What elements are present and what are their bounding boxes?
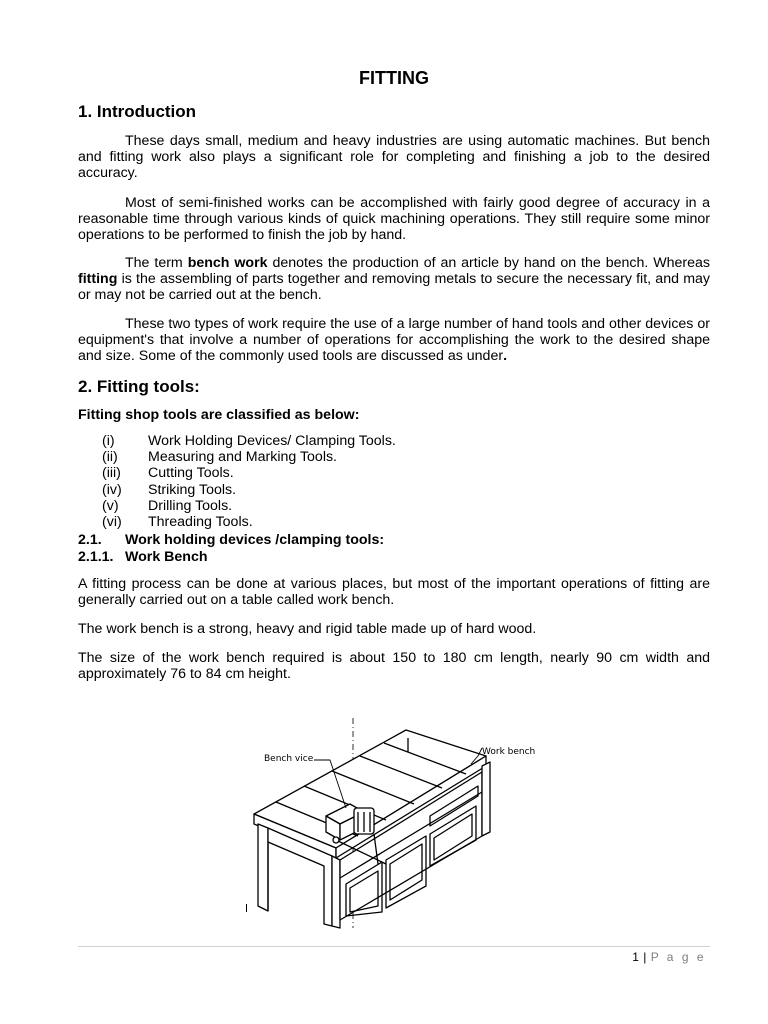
section-2-1-heading: 2.1. Work holding devices /clamping tools: (78, 532, 385, 548)
section-2-1-1-heading: 2.1.1. Work Bench (78, 549, 208, 565)
workbench-paragraph-3: The size of the work bench required is about 150 to 180 cm length, nearly 90 cm width and approximately 76 to 84 cm height. (78, 650, 710, 683)
list-item: (iv) Striking Tools. (102, 481, 237, 498)
work-bench-illustration (246, 716, 546, 930)
bench-vice-label: Bench vice (264, 754, 314, 764)
tools-list (102, 433, 396, 530)
list-item: (vi) Threading Tools. (102, 514, 253, 531)
fitting-tools-heading: 2. Fitting tools: (78, 377, 200, 396)
bench-work-term: bench work (187, 255, 268, 271)
workbench-paragraph-1: A fitting process can be done at various places, but most of the important operations of fitting are generally carried out on a table called work bench. (78, 576, 710, 609)
page-number: 1 (632, 950, 640, 964)
list-item: (iii) Cutting Tools. (102, 465, 234, 482)
work-bench-label: Work bench (482, 747, 536, 757)
tools-classification-subheading: Fitting shop tools are classified as below: (78, 407, 360, 423)
workbench-paragraph-2: The work bench is a strong, heavy and rigid table made up of hard wood. (78, 621, 537, 637)
page-title: FITTING (359, 68, 429, 88)
footer-divider (78, 946, 710, 947)
footer-separator: | (643, 950, 647, 964)
intro-paragraph-1: These days small, medium and heavy industries are using automatic machines. But bench and fitting work also plays a significant role for completing and finishing a job to the desired accuracy. (78, 133, 710, 182)
fitting-term: fitting (78, 271, 118, 288)
intro-paragraph-2: Most of semi-finished works can be accomplished with fairly good degree of accuracy in a reasonable time through various kinds of quick machining operations. They still require some minor operations to be performed to finish the job by hand. (78, 195, 710, 244)
list-item: (v) Drilling Tools. (102, 497, 233, 514)
page-word: P a g e (650, 950, 706, 964)
intro-paragraph-3: The term bench work denotes the production of an article by hand on the bench. Whereas fitting is the assembling of parts together and removing metals to secure the necessary fit, and may or may not be carried out at the bench. (78, 255, 710, 304)
work-bench-figure (246, 716, 546, 935)
intro-heading: 1. Introduction (78, 102, 197, 121)
list-item: (i) Work Holding Devices/ Clamping Tools. (102, 433, 396, 449)
list-item: (ii) Measuring and Marking Tools. (102, 449, 338, 466)
intro-paragraph-4: These two types of work require the use of a large number of hand tools and other devices or equipment's that involve a number of operations for accomplishing the work to the desired shape and size. Some of the commonly used tools are discussed as under. (78, 316, 710, 365)
page-footer (632, 950, 706, 964)
